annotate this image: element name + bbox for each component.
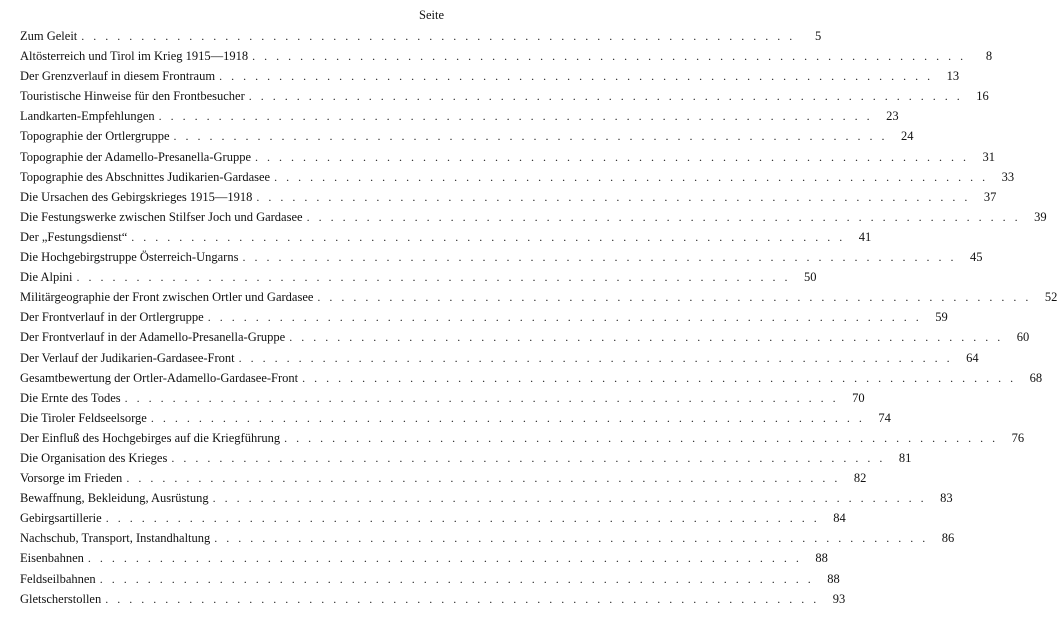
dot-leader: ............................................................ (219, 69, 940, 84)
dot-leader: ............................................................ (105, 511, 826, 526)
dot-leader: ............................................................ (173, 129, 894, 144)
toc-entry-page-number: 24 (901, 129, 914, 144)
toc-entry-title: Bewaffnung, Bekleidung, Ausrüstung (20, 491, 209, 506)
toc-entry-page-number: 13 (946, 69, 960, 84)
toc-entry-title: Die Ernte des Todes (20, 390, 121, 405)
toc-entry (20, 187, 997, 207)
toc-entry-title: Topographie der Ortlergruppe (20, 129, 170, 144)
toc-entry-page-number: 39 (1034, 209, 1047, 224)
toc-entry-page-number: 64 (966, 350, 979, 365)
toc-entry (20, 167, 1015, 187)
toc-entry-title: Feldseilbahnen (20, 571, 96, 586)
toc-entry-title: Die Alpini (20, 270, 73, 285)
toc-entry-title: Der „Festungsdienst“ (20, 229, 128, 244)
toc-entry-title: Der Grenzverlauf in diesem Frontraum (20, 69, 216, 84)
toc-entry-page-number: 5 (815, 29, 822, 43)
dot-leader: ............................................................ (124, 390, 845, 405)
toc-entry-title: Altösterreich und Tirol im Krieg 1915—1918 (20, 49, 249, 64)
toc-entry-page-number: 76 (1011, 430, 1025, 445)
toc-entry (20, 287, 1057, 307)
dot-leader: ............................................................ (274, 169, 995, 184)
toc-entry (20, 247, 983, 267)
table-of-contents (20, 26, 1057, 609)
toc-entry (20, 126, 914, 146)
toc-entry-page-number: 16 (976, 89, 989, 104)
dot-leader: ............................................................ (302, 370, 1023, 385)
toc-entry (20, 388, 865, 408)
toc-entry-page-number: 93 (832, 591, 846, 606)
dot-leader: ............................................................ (212, 491, 933, 506)
dot-leader: ............................................................ (242, 250, 963, 265)
toc-entry (20, 327, 1030, 347)
toc-entry-title: Die Tiroler Feldseelsorge (20, 410, 147, 425)
toc-entry (20, 569, 840, 589)
toc-entry-title: Gesamtbewertung der Ortler-Adamello-Gardasee-Front (20, 370, 299, 385)
dot-leader: ............................................................ (248, 89, 969, 104)
dot-leader: ............................................................ (81, 29, 802, 43)
dot-leader: ............................................................ (256, 189, 977, 204)
toc-entry (20, 368, 1043, 388)
toc-entry-page-number: 86 (941, 531, 955, 546)
dot-leader: ............................................................ (105, 591, 826, 606)
toc-entry-page-number: 45 (969, 250, 983, 265)
toc-entry-title: Der Frontverlauf in der Adamello-Presanella-Gruppe (20, 330, 286, 345)
toc-entry (20, 508, 846, 528)
dot-leader: ............................................................ (87, 551, 808, 566)
toc-entry (20, 428, 1025, 448)
toc-entry-title: Die Festungswerke zwischen Stilfser Joch und Gardasee (20, 209, 303, 224)
toc-entry-page-number: 88 (827, 571, 840, 586)
toc-entry-page-number: 68 (1029, 370, 1043, 385)
toc-entry (20, 207, 1047, 227)
toc-entry-page-number: 70 (852, 390, 865, 405)
toc-entry-page-number: 8 (985, 49, 993, 64)
toc-entry-title: Topographie des Abschnittes Judikarien-Gardasee (20, 169, 271, 184)
dot-leader: ............................................................ (131, 229, 852, 244)
toc-entry (20, 528, 955, 548)
toc-entry-title: Gletscherstollen (20, 591, 102, 606)
toc-entry-title: Touristische Hinweise für den Frontbesucher (20, 89, 245, 104)
toc-entry (20, 86, 989, 106)
dot-leader: ............................................................ (171, 450, 892, 465)
dot-leader: ............................................................ (99, 571, 820, 586)
toc-entry-title: Gebirgsartillerie (20, 511, 102, 526)
toc-entry (20, 147, 995, 167)
dot-leader: ............................................................ (207, 310, 928, 325)
toc-entry (20, 46, 993, 66)
toc-entry-page-number: 37 (983, 189, 997, 204)
toc-entry (20, 66, 960, 86)
toc-entry (20, 348, 979, 368)
dot-leader: ............................................................ (238, 350, 959, 365)
toc-entry-page-number: 41 (858, 229, 872, 244)
toc-entry-title: Militärgeographie der Front zwischen Ortler und Gardasee (20, 290, 314, 305)
toc-entry-title: Der Frontverlauf in der Ortlergruppe (20, 310, 204, 325)
dot-leader: ............................................................ (255, 149, 975, 164)
toc-entry (20, 468, 867, 488)
toc-entry-page-number: 74 (878, 410, 891, 425)
dot-leader: ............................................................ (284, 430, 1005, 445)
dot-leader: ............................................................ (317, 290, 1038, 305)
toc-entry (20, 307, 948, 327)
toc-entry (20, 267, 817, 287)
toc-entry (20, 408, 891, 428)
toc-entry-title: Zum Geleit (20, 29, 78, 43)
toc-entry (20, 589, 846, 609)
toc-entry-page-number: 33 (1001, 169, 1015, 184)
toc-entry-title: Die Ursachen des Gebirgskrieges 1915—1918 (20, 189, 253, 204)
toc-entry (20, 488, 953, 508)
toc-entry-page-number: 31 (982, 149, 995, 164)
dot-leader: ............................................................ (289, 330, 1010, 345)
dot-leader: ............................................................ (214, 531, 935, 546)
toc-entry (20, 548, 828, 568)
toc-entry-page-number: 83 (940, 491, 953, 506)
toc-entry (20, 227, 872, 247)
toc-entry-title: Eisenbahnen (20, 551, 84, 566)
toc-entry-title: Nachschub, Transport, Instandhaltung (20, 531, 211, 546)
toc-entry-page-number: 23 (886, 109, 899, 124)
toc-entry-title: Topographie der Adamello-Presanella-Gruppe (20, 149, 251, 164)
dot-leader: ............................................................ (306, 209, 1027, 224)
toc-entry-title: Vorsorge im Frieden (20, 471, 123, 486)
toc-entry-page-number: 59 (935, 310, 948, 325)
dot-leader: ............................................................ (150, 410, 871, 425)
toc-entry-title: Der Verlauf der Judikarien-Gardasee-Front (20, 350, 235, 365)
toc-entry-page-number: 84 (833, 511, 846, 526)
page-column-label: Seite (419, 8, 444, 22)
dot-leader: ............................................................ (158, 109, 879, 124)
toc-entry-title: Der Einfluß des Hochgebirges auf die Kriegführung (20, 430, 281, 445)
toc-entry-title: Landkarten-Empfehlungen (20, 109, 155, 124)
dot-leader: ............................................................ (252, 49, 973, 64)
toc-entry (20, 26, 822, 46)
toc-entry-title: Die Hochgebirgstruppe Österreich-Ungarns (20, 250, 239, 265)
toc-entry-page-number: 88 (815, 551, 828, 566)
toc-entry (20, 106, 899, 126)
toc-entry-page-number: 81 (898, 450, 912, 465)
toc-entry-title: Die Organisation des Krieges (20, 450, 168, 465)
dot-leader: ............................................................ (126, 471, 847, 486)
toc-entry-page-number: 50 (803, 270, 817, 285)
dot-leader: ............................................................ (76, 270, 797, 285)
toc-entry (20, 448, 912, 468)
toc-entry-page-number: 82 (853, 471, 867, 486)
toc-entry-page-number: 60 (1016, 330, 1030, 345)
toc-entry-page-number: 52 (1044, 290, 1057, 305)
